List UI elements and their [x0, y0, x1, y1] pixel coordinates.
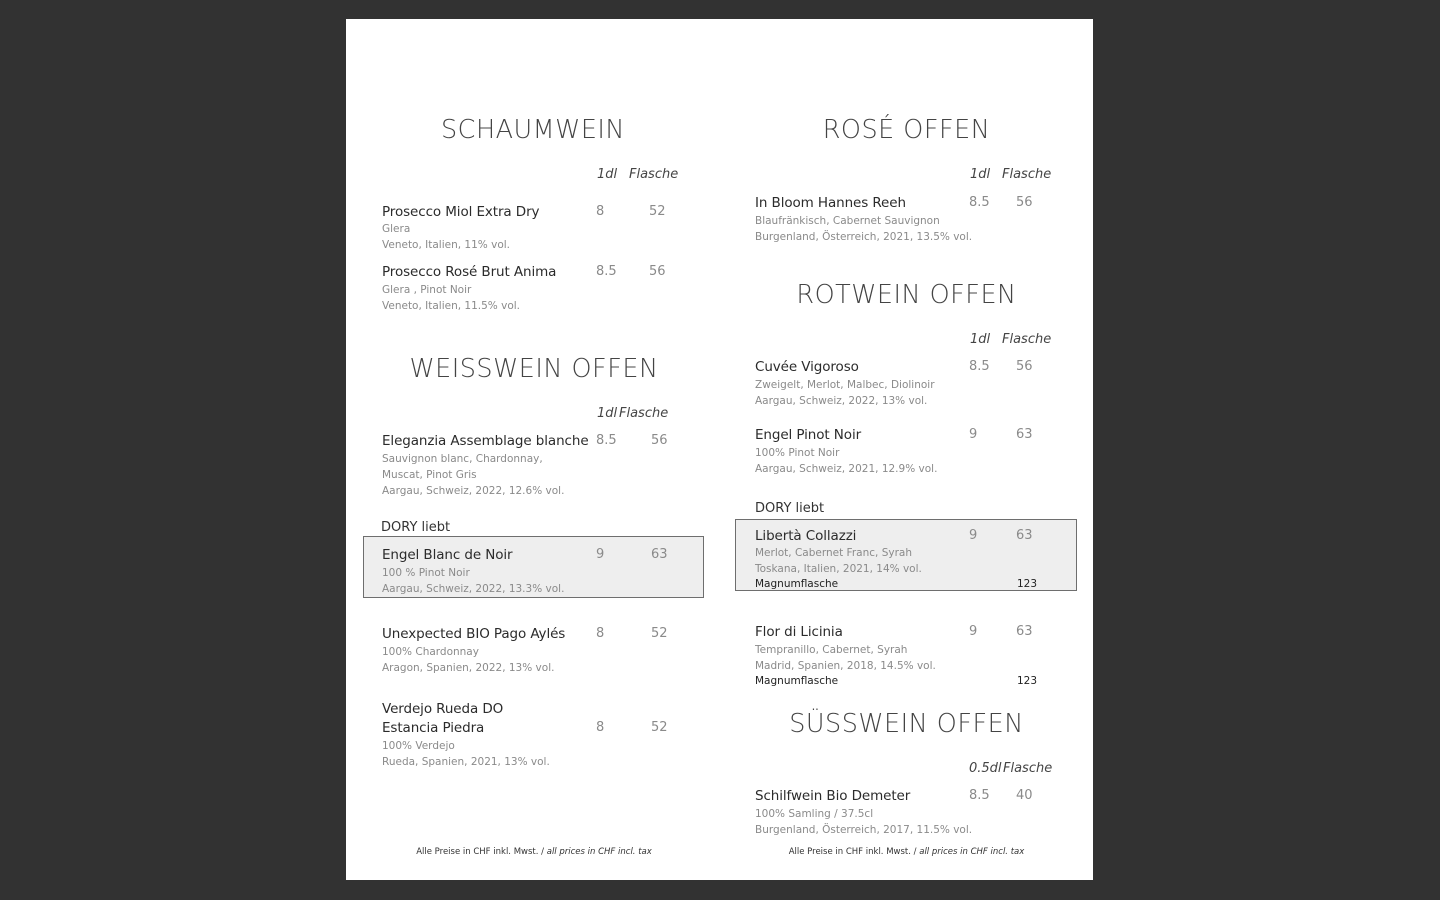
- price-bottle: 52: [651, 720, 668, 735]
- price-dl: 9: [596, 547, 605, 562]
- wine-name: Engel Pinot Noir: [755, 427, 862, 443]
- col-header-bottle: Flasche: [629, 167, 679, 182]
- price-bottle: 56: [1016, 359, 1033, 374]
- wine-grape: 100% Verdejo: [382, 740, 455, 752]
- wine-name: Prosecco Miol Extra Dry: [382, 204, 540, 220]
- col-header-bottle: Flasche: [1002, 332, 1052, 347]
- price-magnum: 123: [1017, 578, 1038, 590]
- wine-grape: Tempranillo, Cabernet, Syrah: [755, 644, 908, 656]
- price-bottle: 63: [1016, 528, 1033, 543]
- wine-origin: Burgenland, Österreich, 2021, 13.5% vol.: [755, 231, 973, 243]
- wine-name: Schilfwein Bio Demeter: [755, 788, 911, 804]
- wine-name: Verdejo Rueda DO: [382, 701, 504, 717]
- wine-name: Cuvée Vigoroso: [755, 359, 859, 375]
- wine-origin: Aargau, Schweiz, 2022, 12.6% vol.: [382, 485, 565, 497]
- price-dl: 8: [596, 626, 605, 641]
- col-header-bottle: Flasche: [619, 406, 669, 421]
- col-header-dl: 1dl: [597, 406, 618, 421]
- price-dl: 9: [969, 427, 978, 442]
- wine-grape: 100 % Pinot Noir: [382, 567, 470, 579]
- magnum-label: Magnumflasche: [755, 675, 839, 687]
- price-dl: 9: [969, 624, 978, 639]
- price-bottle: 56: [649, 264, 666, 279]
- price-footer-left: Alle Preise in CHF inkl. Mwst. / all prices in CHF incl. tax: [416, 847, 652, 857]
- wine-grape: 100% Pinot Noir: [755, 447, 840, 459]
- price-dl: 8.5: [596, 433, 617, 448]
- price-dl: 8.5: [969, 359, 990, 374]
- wine-origin: Madrid, Spanien, 2018, 14.5% vol.: [755, 660, 936, 672]
- price-dl: 8.5: [969, 788, 990, 803]
- wine-origin: Toskana, Italien, 2021, 14% vol.: [755, 563, 922, 575]
- wine-name: Flor di Licinia: [755, 624, 843, 640]
- wine-grape: Glera , Pinot Noir: [382, 284, 472, 296]
- col-header-half-dl: 0.5dl: [969, 761, 1002, 776]
- wine-grape: Muscat, Pinot Gris: [382, 469, 477, 481]
- wine-origin: Aragon, Spanien, 2022, 13% vol.: [382, 662, 555, 674]
- wine-menu-page: [346, 19, 1093, 880]
- wine-origin: Aargau, Schweiz, 2021, 12.9% vol.: [755, 463, 938, 475]
- wine-grape: Sauvignon blanc, Chardonnay,: [382, 453, 543, 465]
- section-title-schaumwein: SCHAUMWEIN: [441, 115, 625, 145]
- col-header-dl: 1dl: [597, 167, 618, 182]
- wine-grape: Zweigelt, Merlot, Malbec, Diolinoir: [755, 379, 935, 391]
- dory-recommends-label: DORY liebt: [755, 501, 825, 516]
- wine-grape: Merlot, Cabernet Franc, Syrah: [755, 547, 912, 559]
- price-dl: 8.5: [969, 195, 990, 210]
- col-header-bottle: Flasche: [1003, 761, 1053, 776]
- wine-grape: Glera: [382, 223, 411, 235]
- wine-name: Prosecco Rosé Brut Anima: [382, 264, 557, 280]
- wine-name: Eleganzia Assemblage blanche: [382, 433, 589, 449]
- wine-name: Engel Blanc de Noir: [382, 547, 513, 563]
- wine-grape: 100% Samling / 37.5cl: [755, 808, 874, 820]
- price-bottle: 52: [649, 204, 666, 219]
- wine-name: In Bloom Hannes Reeh: [755, 195, 906, 211]
- price-bottle: 52: [651, 626, 668, 641]
- wine-name: Libertà Collazzi: [755, 528, 857, 544]
- wine-origin: Veneto, Italien, 11% vol.: [382, 239, 510, 251]
- wine-grape: 100% Chardonnay: [382, 646, 479, 658]
- wine-grape: Blaufränkisch, Cabernet Sauvignon: [755, 215, 940, 227]
- col-header-bottle: Flasche: [1002, 167, 1052, 182]
- wine-origin: Veneto, Italien, 11.5% vol.: [382, 300, 521, 312]
- wine-origin: Burgenland, Österreich, 2017, 11.5% vol.: [755, 824, 973, 836]
- price-magnum: 123: [1017, 675, 1038, 687]
- magnum-label: Magnumflasche: [755, 578, 839, 590]
- wine-origin: Aargau, Schweiz, 2022, 13% vol.: [755, 395, 928, 407]
- section-title-suesswein: SÜSSWEIN OFFEN: [789, 709, 1024, 739]
- price-dl: 8.5: [596, 264, 617, 279]
- price-dl: 9: [969, 528, 978, 543]
- price-bottle: 56: [651, 433, 668, 448]
- section-title-weisswein: WEISSWEIN OFFEN: [409, 354, 659, 384]
- price-bottle: 63: [1016, 624, 1033, 639]
- wine-name: Estancia Piedra: [382, 720, 485, 736]
- price-bottle: 56: [1016, 195, 1033, 210]
- price-dl: 8: [596, 720, 605, 735]
- wine-name: Unexpected BIO Pago Aylés: [382, 626, 566, 642]
- col-header-dl: 1dl: [970, 167, 991, 182]
- section-title-rose: ROSÉ OFFEN: [822, 115, 991, 145]
- price-bottle: 63: [1016, 427, 1033, 442]
- dory-recommends-label: DORY liebt: [381, 520, 451, 535]
- wine-origin: Rueda, Spanien, 2021, 13% vol.: [382, 756, 550, 768]
- price-bottle: 63: [651, 547, 668, 562]
- col-header-dl: 1dl: [970, 332, 991, 347]
- price-footer-right: Alle Preise in CHF inkl. Mwst. / all prices in CHF incl. tax: [788, 847, 1025, 857]
- section-title-rotwein: ROTWEIN OFFEN: [796, 280, 1017, 310]
- price-bottle: 40: [1016, 788, 1033, 803]
- wine-origin: Aargau, Schweiz, 2022, 13.3% vol.: [382, 583, 565, 595]
- price-dl: 8: [596, 204, 605, 219]
